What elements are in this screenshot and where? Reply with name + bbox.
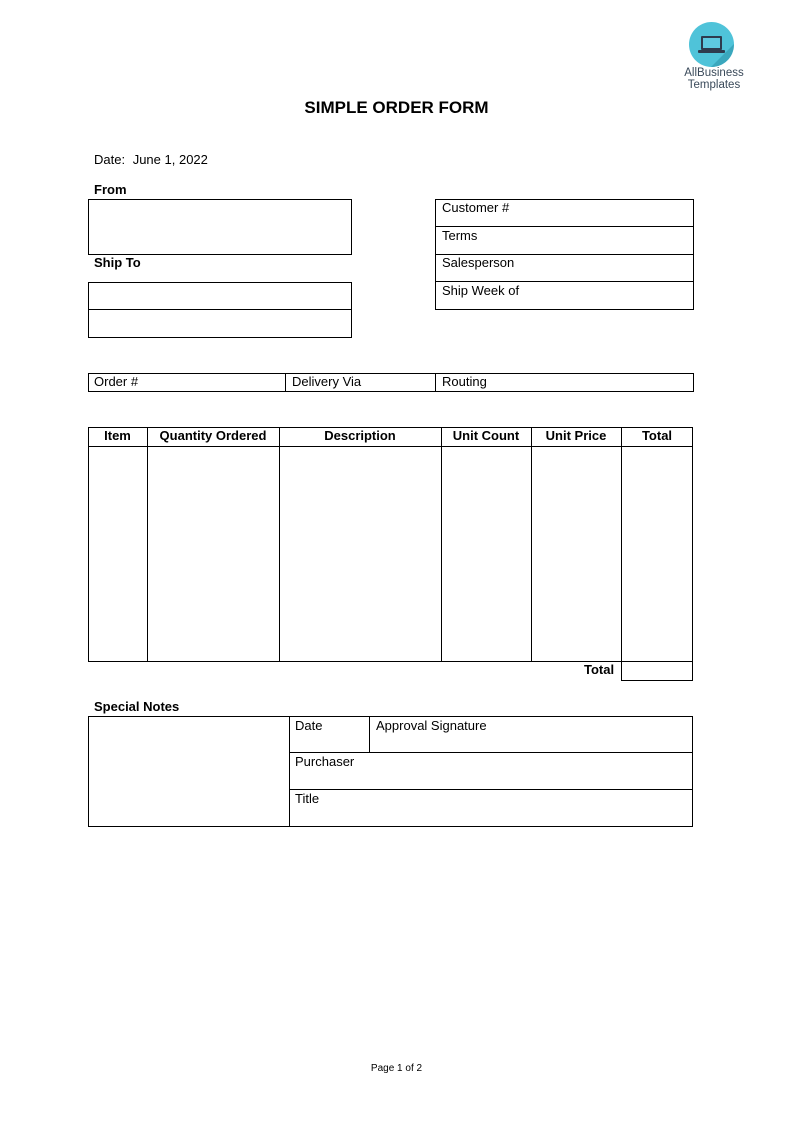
ship-week-field[interactable]: Ship Week of (442, 283, 520, 298)
routing-field[interactable]: Routing (442, 374, 487, 389)
unit-price-column-cells[interactable] (532, 447, 621, 661)
grand-total-label: Total (584, 662, 615, 677)
logo-line1: AllBusiness (684, 67, 744, 79)
item-column-cells[interactable] (88, 447, 147, 661)
delivery-via-field[interactable]: Delivery Via (292, 374, 362, 389)
ship-to-divider (88, 309, 352, 310)
logo-line2: Templates (687, 79, 741, 91)
total-column-cells[interactable] (622, 447, 693, 661)
header-quantity-ordered: Quantity Ordered (159, 428, 267, 443)
unit-count-column-cells[interactable] (442, 447, 531, 661)
date-value: June 1, 2022 (132, 152, 208, 167)
special-notes-divider (289, 716, 290, 827)
logo-badge (689, 22, 734, 67)
header-unit-count: Unit Count (452, 428, 520, 443)
approval-signature-field[interactable]: Approval Signature (376, 718, 487, 733)
date-line (94, 152, 208, 167)
order-row-divider (285, 373, 286, 392)
order-row-divider (435, 373, 436, 392)
page-title: SIMPLE ORDER FORM (304, 98, 489, 117)
date-label: Date: (94, 152, 126, 167)
header-total: Total (641, 428, 673, 443)
approval-date-field[interactable]: Date (295, 718, 323, 733)
order-number-field[interactable]: Order # (94, 374, 139, 389)
ship-to-field[interactable] (88, 282, 352, 338)
customer-number-field[interactable]: Customer # (442, 200, 510, 215)
header-unit-price: Unit Price (545, 428, 607, 443)
from-field[interactable] (88, 199, 352, 255)
approval-row-divider (289, 752, 693, 753)
special-notes-label: Special Notes (94, 699, 180, 714)
description-column-cells[interactable] (280, 447, 441, 661)
page-number: Page 1 of 2 (370, 1063, 423, 1074)
from-label: From (94, 182, 127, 197)
ship-to-label: Ship To (94, 255, 141, 270)
approval-column-divider (369, 716, 370, 753)
special-notes-field[interactable] (89, 717, 289, 826)
purchaser-field[interactable]: Purchaser (295, 754, 355, 769)
header-description: Description (324, 428, 396, 443)
approval-row-divider (289, 789, 693, 790)
terms-field[interactable]: Terms (442, 228, 478, 243)
laptop-icon (689, 22, 734, 67)
customer-info-divider (435, 226, 694, 227)
order-row (88, 373, 694, 392)
quantity-column-cells[interactable] (148, 447, 279, 661)
grand-total-field[interactable] (621, 661, 693, 681)
salesperson-field[interactable]: Salesperson (442, 255, 515, 270)
customer-info-divider (435, 281, 694, 282)
header-item: Item (104, 428, 131, 443)
logo-text (676, 67, 752, 91)
title-field[interactable]: Title (295, 791, 320, 806)
